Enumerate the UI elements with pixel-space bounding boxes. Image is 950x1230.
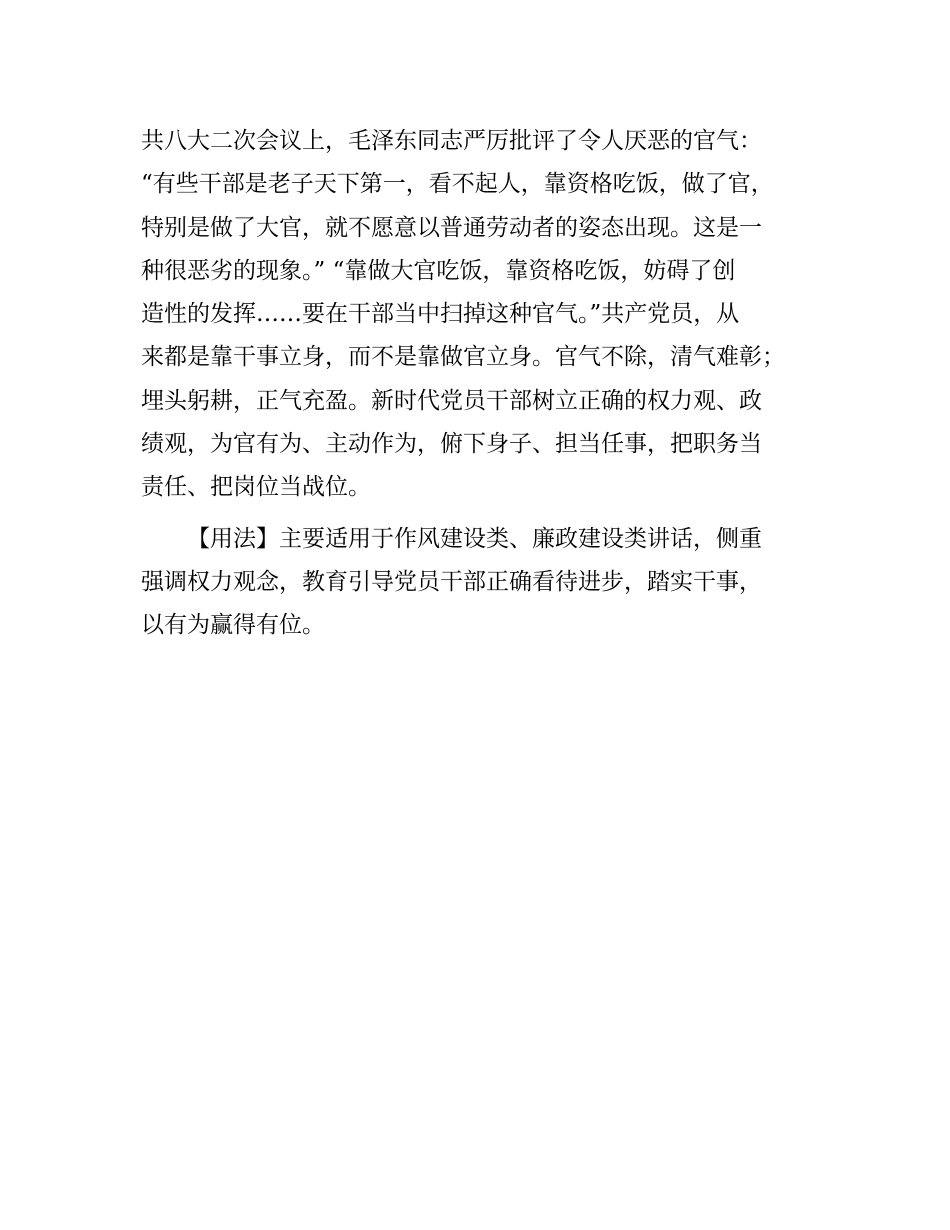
text-line: 埋头躬耕，正气充盈。新时代党员干部树立正确的权力观、政 — [141, 387, 762, 414]
text-line: 来都是靠干事立身，而不是靠做官立身。官气不除，清气难彰； — [141, 344, 785, 371]
document-body — [141, 120, 821, 648]
text-line: 【用法】主要适用于作风建设类、廉政建设类讲话，侧重 — [187, 525, 762, 552]
paragraph-main — [141, 120, 821, 510]
text-line: 共八大二次会议上，毛泽东同志严厉批评了令人厌恶的官气： — [141, 128, 762, 154]
text-line: 特别是做了大官，就不愿意以普通劳动者的姿态出现。这是一 — [141, 214, 762, 241]
text-line: 强调权力观念，教育引导党员干部正确看待进步，踏实干事， — [141, 568, 762, 595]
text-line: 种很恶劣的现象。” “靠做大官吃饭，靠资格吃饭，妨碍了创 — [141, 257, 736, 284]
text-line: 以有为赢得有位。 — [141, 612, 325, 639]
text-line: “有些干部是老子天下第一，看不起人，靠资格吃饭，做了官， — [141, 171, 774, 198]
text-line: 责任、把岗位当战位。 — [141, 474, 371, 501]
paragraph-usage — [141, 518, 821, 648]
text-line: 绩观，为官有为、主动作为，俯下身子、担当任事，把职务当 — [141, 431, 762, 458]
text-line: 造性的发挥……要在干部当中扫掉这种官气。”共产党员，从 — [141, 301, 740, 328]
paragraph-spacer — [141, 510, 821, 518]
